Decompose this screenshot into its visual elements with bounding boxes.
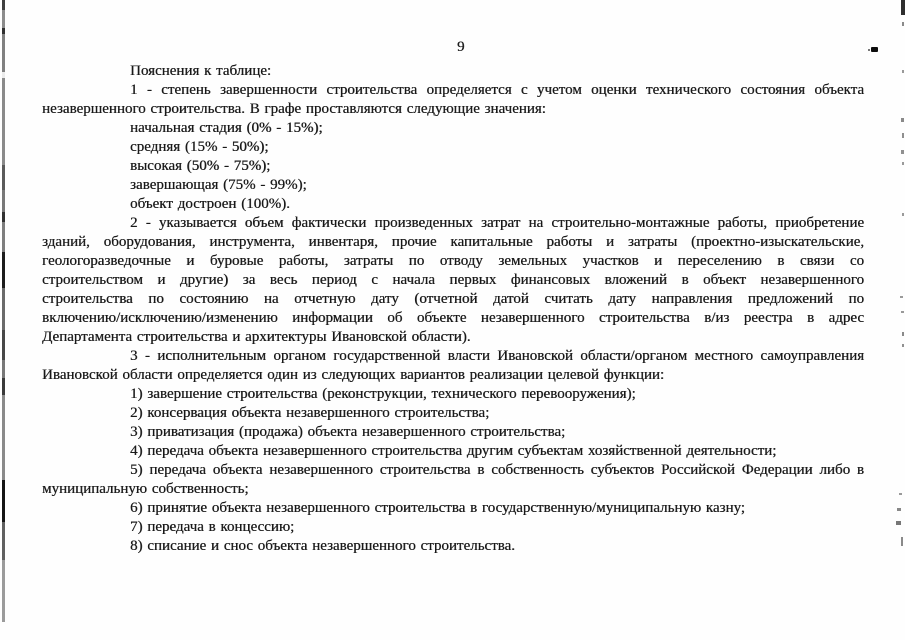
text-line: 1) завершение строительства (реконструкции, технического перевооружения); <box>130 386 636 402</box>
text-line: геологоразведочные и буровые работы, затраты по отводу земельных участков и переселению в связи со <box>42 253 864 269</box>
scan-speck <box>896 521 901 525</box>
text-line: 7) передача в концессию; <box>130 519 295 535</box>
text-line: Ивановской области определяется один из следующих вариантов реализации целевой функции: <box>42 367 665 383</box>
text-line: завершающая (75% - 99%); <box>130 177 307 193</box>
text-line: Департамента строительства и архитектуры Ивановской области). <box>42 329 471 345</box>
text-line: включению/исключению/изменению информации об объекте незавершенного строительства в/из реестра в адрес <box>42 310 864 326</box>
text-line: начальная стадия (0% - 15%); <box>130 120 323 136</box>
text-line: незавершенного строительства. В графе проставляются следующие значения: <box>42 101 546 117</box>
scan-speck <box>902 213 904 216</box>
scan-speck <box>901 537 903 546</box>
text-line: 2) консервация объекта незавершенного строительства; <box>130 405 490 421</box>
scan-artifact-left-line <box>2 0 5 622</box>
scan-speck <box>902 133 904 138</box>
scan-speck <box>902 344 904 347</box>
text-line: Пояснения к таблице: <box>130 63 272 79</box>
scan-speck <box>899 493 902 495</box>
scan-speck <box>900 296 903 298</box>
scan-speck <box>901 150 904 154</box>
text-line: муниципальную собственность; <box>42 481 249 497</box>
text-line: 4) передача объекта незавершенного строительства другим субъектам хозяйственной деятельности; <box>130 443 777 459</box>
scan-speck <box>902 22 904 26</box>
text-line: 6) принятие объекта незавершенного строительства в государственную/муниципальную казну; <box>130 500 745 516</box>
text-line: средняя (15% - 50%); <box>130 139 269 155</box>
text-line: 3) приватизация (продажа) объекта незавершенного строительства; <box>130 424 566 440</box>
scan-speck <box>902 162 904 165</box>
scan-speck <box>901 118 904 122</box>
text-line: высокая (50% - 75%); <box>130 158 271 174</box>
document-body <box>42 62 864 556</box>
page-number: 9 <box>457 39 465 55</box>
text-line: 5) передача объекта незавершенного строительства в собственность субъектов Российской Федерации либо в <box>130 462 864 478</box>
text-line: 3 - исполнительным органом государственной власти Ивановской области/органом местного самоуправления <box>130 348 864 364</box>
text-line: объект достроен (100%). <box>130 196 290 212</box>
scan-artifact-top-right-mark <box>901 0 905 15</box>
text-line: 1 - степень завершенности строительства определяется с учетом оценки технического состояния объекта <box>130 82 864 98</box>
scan-speck <box>902 70 904 73</box>
scan-speck <box>902 332 904 336</box>
text-line: 2 - указывается объем фактически произведенных затрат на строительно-монтажные работы, приобретение <box>130 215 864 231</box>
text-line: 8) списание и снос объекта незавершенного строительства. <box>130 538 515 554</box>
scan-artifact-ink-dot <box>871 47 878 52</box>
text-line: зданий, оборудования, инструмента, инвентаря, прочие капитальные работы и затраты (проектно-изыскательские, <box>42 234 864 250</box>
scan-speck <box>868 49 870 51</box>
text-line: строительством и другие) за весь период с начала первых финансовых вложений в объект незавершенного <box>42 272 864 288</box>
text-line: строительства по состоянию на отчетную дату (отчетной датой считать дату направления предложений по <box>42 291 864 307</box>
scan-speck <box>897 508 901 511</box>
scan-speck <box>901 311 904 313</box>
